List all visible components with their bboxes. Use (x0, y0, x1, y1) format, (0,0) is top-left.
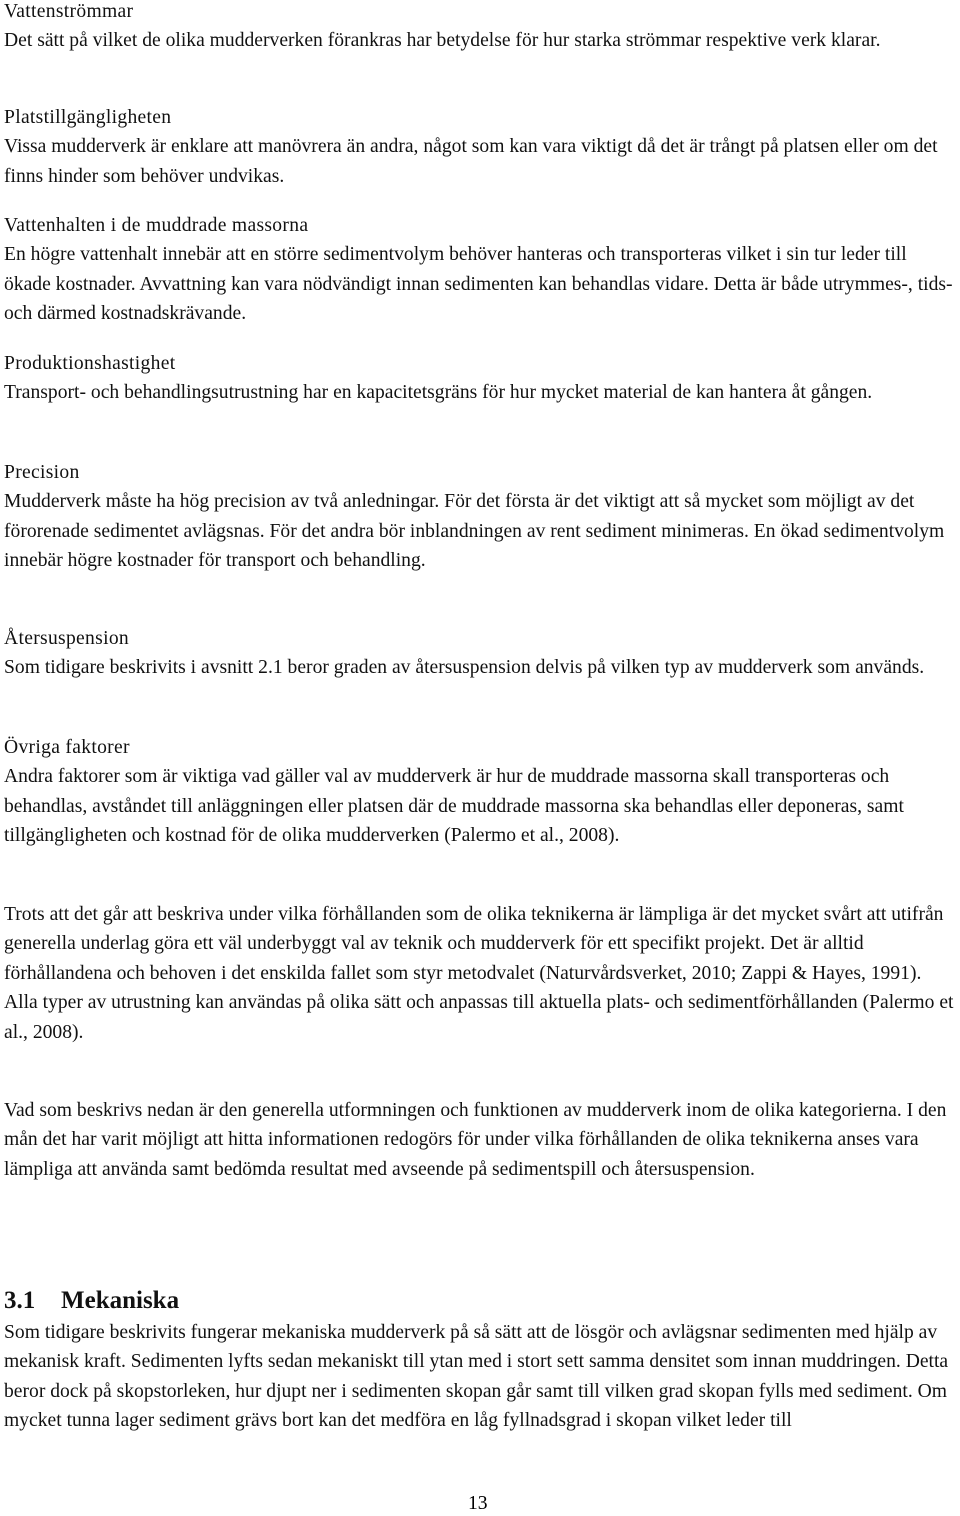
section-label: Övriga faktorer (4, 737, 130, 758)
section-text: Transport- och behandlingsutrustning har en kapacitetsgräns för hur mycket material de kan hantera åt gången. (4, 382, 873, 404)
section-atersuspension (4, 624, 954, 683)
heading-paragraph: Som tidigare beskrivits fungerar mekaniska mudderverk på så sätt att de lösgör och avlägsnar sedimenten med hjälp av mekanisk kraft. Sedimenten lyfts sedan mekaniskt till ytan med i stort sett samma densitet som innan muddringen. Detta beror dock på skopstorleken, hur djupt ner i sedimenten skopan går samt till vilken grad skopan fylls med sediment. Om mycket tunna lager sediment grävs bort kan det medföra en låg fyllnadsgrad i skopan vilket leder till (4, 1322, 949, 1432)
section-text: Som tidigare beskrivits i avsnitt 2.1 beror graden av återsuspension delvis på vilken typ av mudderverk som används. (4, 657, 925, 679)
section-vattenhalten (4, 211, 954, 329)
body-paragraph: Vad som beskrivs nedan är den generella utformningen och funktionen av mudderverk inom de olika kategorierna. I den mån det har varit möjligt att hitta informationen redogörs för under vilka förhållanden de olika teknikerna anses vara lämpliga att använda samt bedömda resultat med avseende på sedimentspill och återsuspension. (4, 1100, 947, 1180)
section-text: Vissa mudderverk är enklare att manövrera än andra, något som kan vara viktigt då det är trångt på platsen eller om det finns hinder som behöver undvikas. (4, 136, 938, 187)
heading-title: Mekaniska (61, 1287, 180, 1314)
section-precision (4, 458, 954, 576)
section-label: Vattenhalten i de muddrade massorna (4, 215, 309, 236)
section-label: Platstillgängligheten (4, 107, 172, 128)
section-heading (4, 1286, 179, 1316)
section-text: En högre vattenhalt innebär att en större sedimentvolym behöver hanteras och transporteras vilket i sin tur leder till ökade kostnader. Avvattning kan vara nödvändigt innan sedimenten kan behandlas vidare. Detta är både utrymmes-, tids- och därmed kostnadskrävande. (4, 244, 953, 325)
section-label: Precision (4, 462, 80, 483)
heading-number: 3.1 (4, 1287, 36, 1314)
section-platstillganglighet (4, 103, 954, 191)
body-paragraph: Trots att det går att beskriva under vilka förhållanden som de olika teknikerna är lämpliga är det mycket svårt att utifrån generella underlag göra ett väl underbyggt val av teknik och mudderverk för ett specifikt projekt. Det är alltid förhållandena och behoven i det enskilda fallet som styr metodvalet (Naturvårdsverket, 2010; Zappi & Hayes, 1991). Alla typer av utrustning kan användas på olika sätt och anpassas till aktuella plats- och sedimentförhållanden (Palermo et al., 2008). (4, 904, 954, 1043)
section-text: Det sätt på vilket de olika mudderverken förankras har betydelse för hur starka strömmar respektive verk klarar. (4, 30, 881, 52)
section-vattenstrommar (4, 0, 954, 56)
section-label: Vattenströmmar (4, 1, 134, 22)
section-label: Produktionshastighet (4, 353, 176, 374)
section-text: Andra faktorer som är viktiga vad gäller val av mudderverk är hur de muddrade massorna skall transporteras och behandlas, avståndet till anläggningen eller platsen där de muddrade massorna ska behandlas eller deponeras, samt tillgängligheten och kostnad för de olika mudderverken (Palermo et al., 2008). (4, 766, 904, 847)
section-ovriga-faktorer (4, 733, 954, 851)
section-produktionshastighet (4, 349, 954, 408)
section-text: Mudderverk måste ha hög precision av två anledningar. För det första är det viktigt att så mycket som möjligt av det förorenade sedimentet avlägsnas. För det andra bör inblandningen av rent sediment minimeras. En ökad sedimentvolym innebär högre kostnader för transport och behandling. (4, 491, 945, 572)
page-number: 13 (468, 1493, 488, 1514)
section-label: Återsuspension (4, 628, 130, 649)
